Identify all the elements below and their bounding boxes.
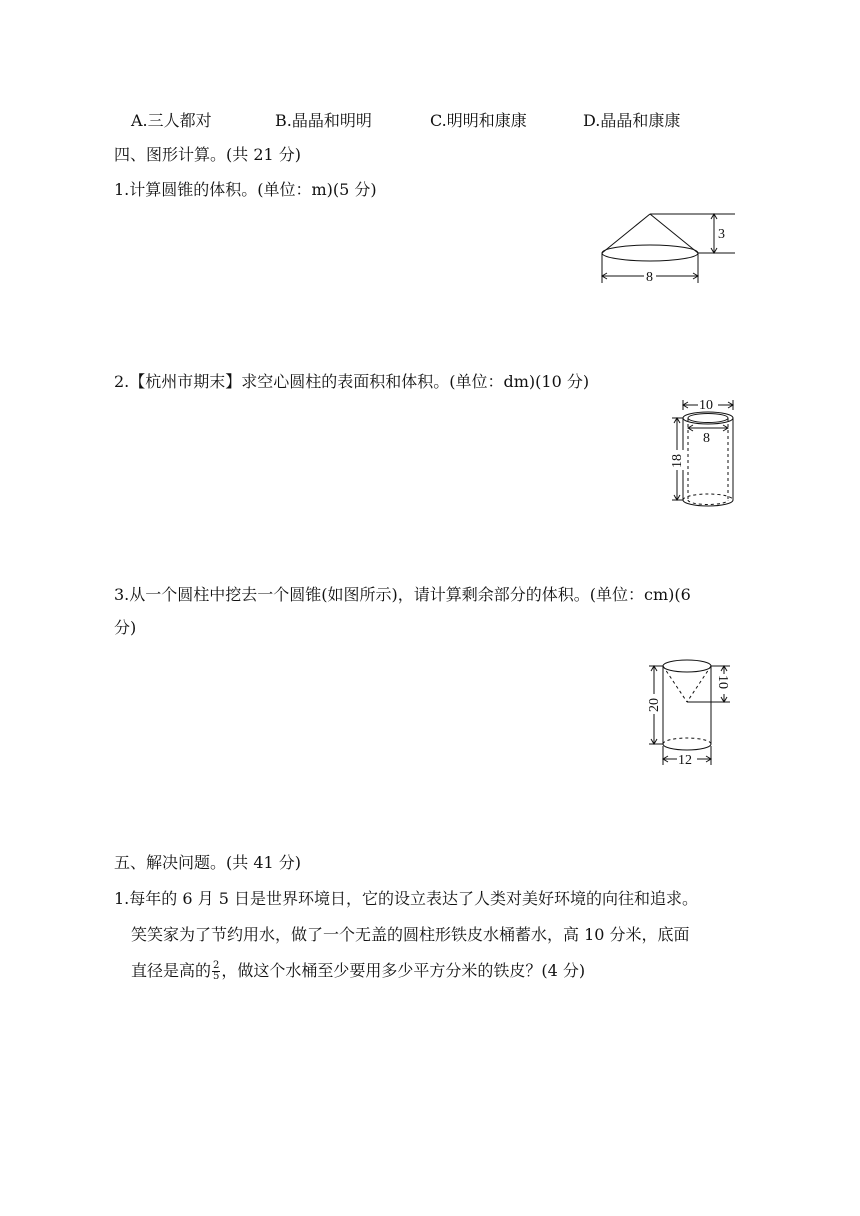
option-d: D.晶晶和康康 <box>583 111 681 130</box>
question-4-1: 1.计算圆锥的体积。(单位：m)(5 分) <box>114 180 377 199</box>
cylinder-cone-figure <box>635 651 740 769</box>
question-5-1-line3 <box>131 960 585 982</box>
hollow-height-label: 18 <box>670 454 685 468</box>
fraction-numerator: 2 <box>213 960 220 971</box>
line3-suffix: ，做这个水桶至少要用多少平方分米的铁皮？(4 分) <box>221 961 586 980</box>
cone-figure <box>595 208 745 290</box>
section4-heading: 四、图形计算。(共 21 分) <box>114 145 302 164</box>
line3-prefix: 直径是高的 <box>131 961 212 980</box>
cylinder-height-label: 20 <box>647 698 662 712</box>
cone-diameter-label: 8 <box>646 270 653 285</box>
question-5-1-line1: 1.每年的 6 月 5 日是世界环境日，它的设立表达了人类对美好环境的向往和追求。 <box>114 889 698 908</box>
cone-height-label-2: 10 <box>715 675 730 689</box>
fraction-denominator: 5 <box>213 971 220 982</box>
inner-diameter-label: 8 <box>703 431 710 446</box>
cylinder-diameter-label: 12 <box>678 753 692 768</box>
question-5-1-line2: 笑笑家为了节约用水，做了一个无盖的圆柱形铁皮水桶蓄水，高 10 分米，底面 <box>131 925 690 944</box>
cone-height-label: 3 <box>718 227 725 242</box>
option-c: C.明明和康康 <box>430 111 527 130</box>
option-b: B.晶晶和明明 <box>275 111 372 130</box>
outer-diameter-label: 10 <box>699 398 713 413</box>
question-4-2: 2.【杭州市期末】求空心圆柱的表面积和体积。(单位：dm)(10 分) <box>114 372 590 391</box>
hollow-cylinder-figure <box>662 396 742 514</box>
fraction-two-fifths <box>212 961 220 982</box>
question-4-3-line2: 分) <box>114 618 137 637</box>
section5-heading: 五、解决问题。(共 41 分) <box>114 853 302 872</box>
question-4-3-line1: 3.从一个圆柱中挖去一个圆锥(如图所示)，请计算剩余部分的体积。(单位：cm)(6 <box>114 585 691 604</box>
option-a: A.三人都对 <box>131 111 212 130</box>
